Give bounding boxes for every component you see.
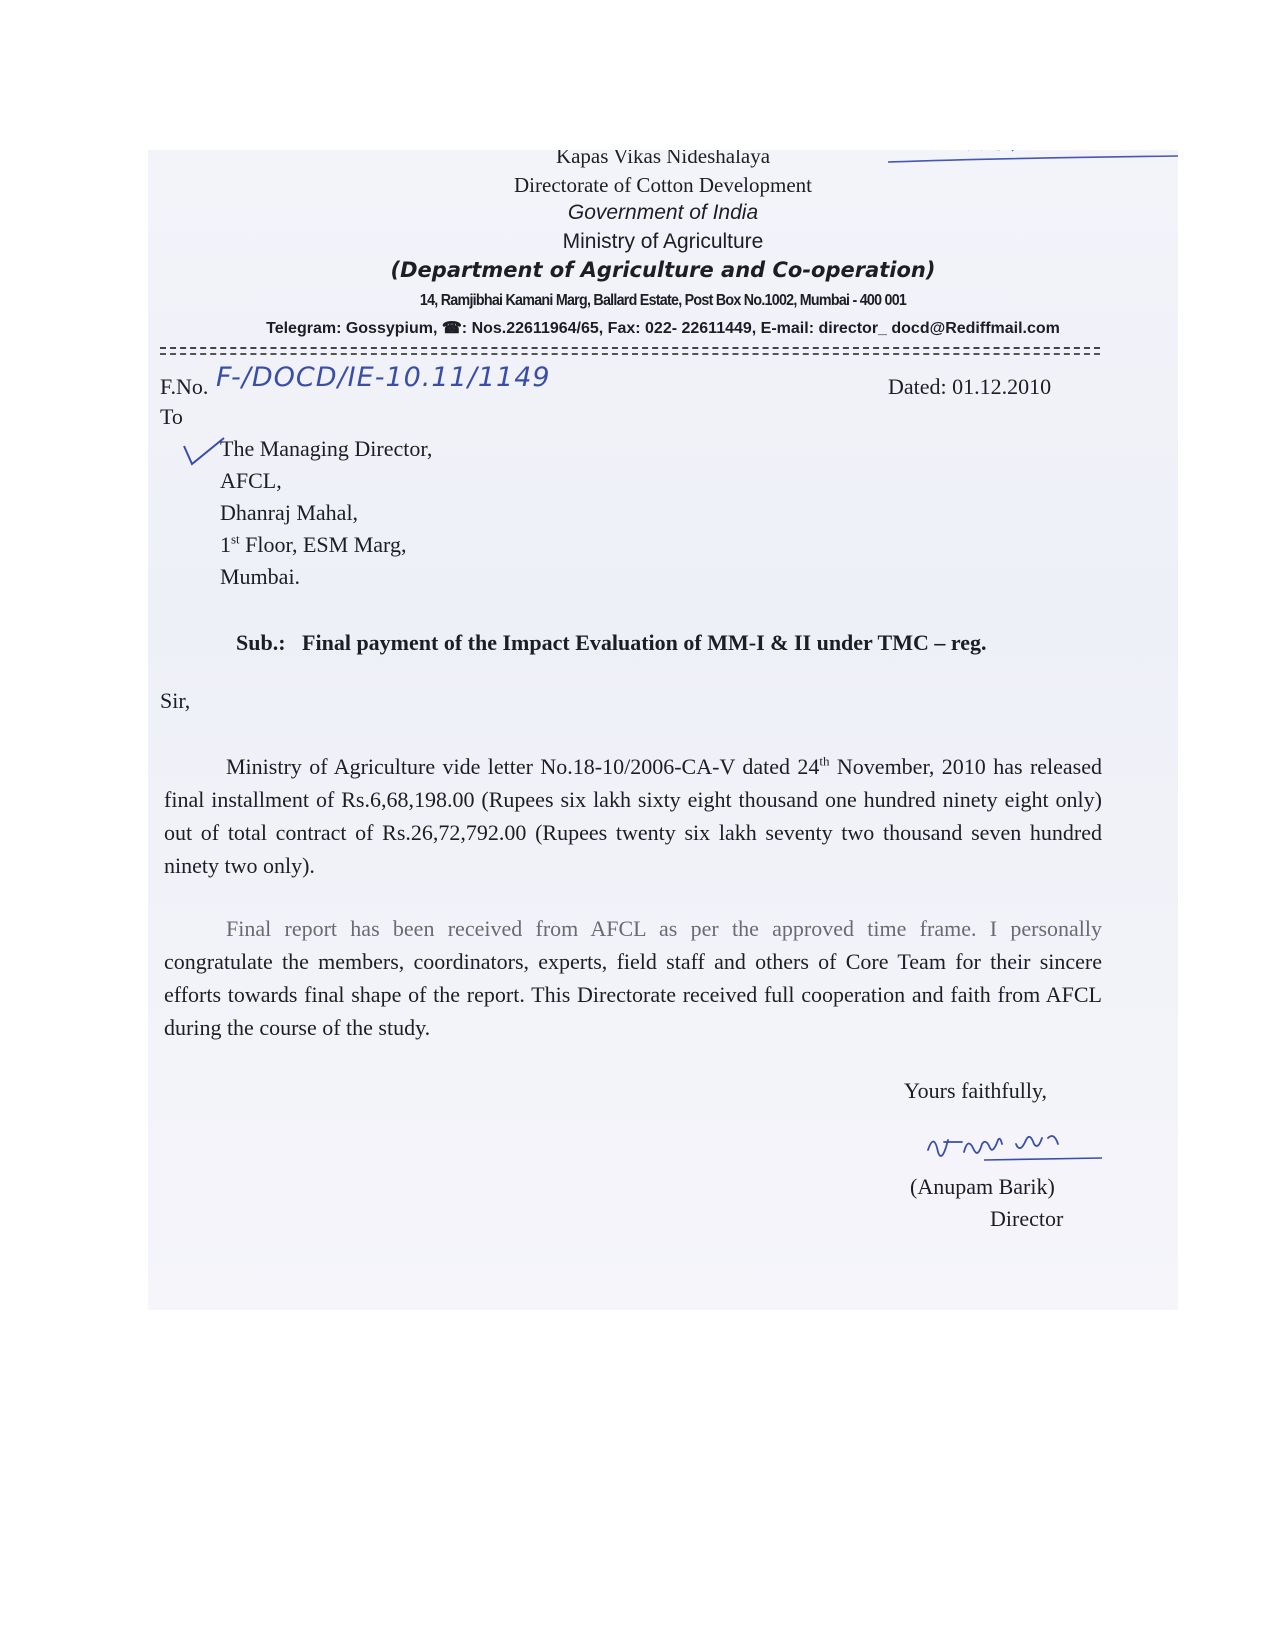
org-hindi-name: Kapas Vikas Nideshalaya	[555, 150, 771, 168]
floor-ordinal-suffix: st	[231, 531, 240, 547]
paragraph2-faded-start: Final report has been received from AFCL as per the approved time frame. I personally	[226, 916, 1102, 941]
paragraph1-part2: November, 2010 has released final installment of Rs.6,68,198.00 (Rupees six lakh sixty eight thousand one hundred ninety eight only) out of total contract of Rs.26,72,792.00 (Rupees twenty six lakh seventy two thousand seven hundred ninety two only).	[164, 754, 1102, 878]
department-name: (Department of Agriculture and Co-operation)	[390, 258, 936, 282]
government-name: Government of India	[567, 201, 759, 224]
letter-date: Dated: 01.12.2010	[888, 374, 1052, 399]
salutation: Sir,	[160, 688, 191, 713]
floor-number: 1	[220, 532, 231, 557]
subject-text: Final payment of the Impact Evaluation of MM-I & II under TMC – reg.	[302, 630, 987, 655]
to-label: To	[160, 404, 183, 429]
recipient-line-4	[220, 528, 406, 561]
recipient-line-1: The Managing Director,	[220, 436, 433, 461]
file-number-label: F.No.	[160, 374, 209, 399]
paragraph1-ordinal: th	[819, 753, 830, 769]
director-signature	[924, 1122, 1104, 1172]
signatory-title: Director	[990, 1206, 1064, 1231]
file-number-handwritten: F-/DOCD/IE-10.11/1149	[216, 362, 551, 393]
floor-street: Floor, ESM Marg,	[245, 532, 407, 557]
paragraph1-part1: Ministry of Agriculture vide letter No.18-10/2006-CA-V dated 24	[226, 754, 820, 779]
subject-label: Sub.:	[236, 630, 286, 655]
body-paragraph-2	[164, 912, 1102, 1044]
paragraph2-rest: congratulate the members, coordinators, experts, field staff and others of Core Team for their sincere efforts towards final shape of the report. This Directorate received full cooperation and faith from AFCL during the course of the study.	[164, 949, 1102, 1040]
signatory-name: (Anupam Barik)	[910, 1174, 1055, 1199]
header-divider-second	[160, 353, 1100, 355]
subject-line	[236, 626, 987, 659]
header-divider	[160, 347, 1100, 349]
recipient-line-5: Mumbai.	[220, 564, 301, 589]
ministry-name: Ministry of Agriculture	[562, 230, 764, 253]
recipient-line-3: Dhanraj Mahal,	[220, 500, 359, 525]
body-paragraph-1	[164, 750, 1102, 882]
letterhead-address: 14, Ramjibhai Kamani Marg, Ballard Estate, Post Box No.1002, Mumbai - 400 001	[419, 292, 907, 309]
directorate-name: Directorate of Cotton Development	[514, 173, 812, 197]
recipient-line-2: AFCL,	[220, 468, 282, 493]
letterhead-contact: Telegram: Gossypium, ☎: Nos.22611964/65, Fax: 022- 22611449, E-mail: director_ docd@Rediffmail.com	[266, 320, 1060, 337]
complimentary-close: Yours faithfully,	[904, 1078, 1048, 1103]
letter-sheet	[148, 150, 1178, 1310]
